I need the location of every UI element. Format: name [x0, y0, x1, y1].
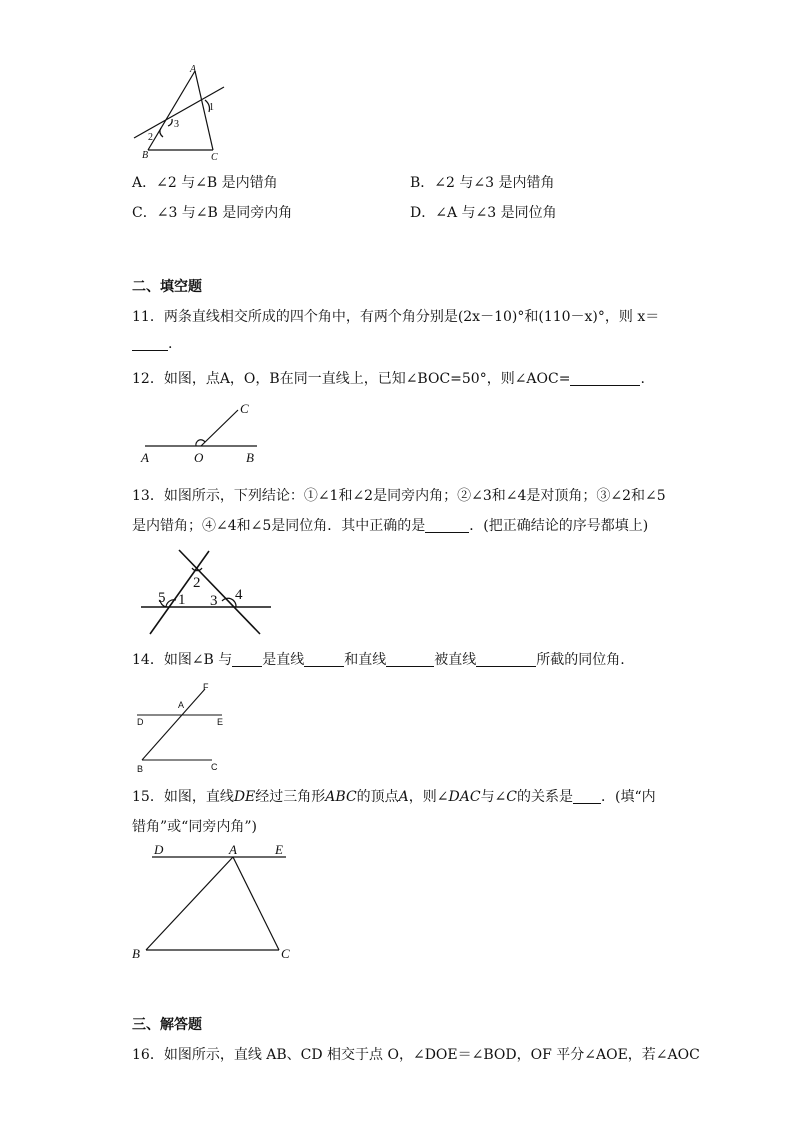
label-e: E	[275, 842, 283, 857]
q15-dac: DAC	[448, 789, 481, 805]
label-angle-1: 1	[209, 102, 214, 113]
q15-text-e: 与∠	[480, 789, 507, 805]
label-e: E	[217, 717, 224, 727]
q14-text-4: 被直线	[434, 652, 477, 668]
label-c: C	[240, 401, 249, 416]
q15-answer-blank[interactable]	[573, 789, 601, 804]
angle-arc-3	[168, 119, 172, 126]
q15-c: C	[506, 789, 518, 805]
q15-abc: ABC	[325, 789, 357, 805]
section-answer-heading: 三、解答题	[132, 1017, 202, 1033]
q13-text-b: ．(把正确结论的序号都填上)	[469, 518, 649, 534]
q14-blank-4[interactable]	[476, 652, 536, 667]
q12-line	[132, 368, 645, 388]
q12-answer-blank[interactable]	[570, 371, 640, 386]
q13-line2	[132, 515, 648, 535]
label-angle-2: 2	[148, 132, 153, 143]
q11-answer-line	[132, 336, 172, 352]
figure-q10	[128, 62, 238, 167]
label-a: A	[229, 842, 237, 857]
q10-option-b: B．∠2 与∠3 是内错角	[410, 175, 555, 191]
label-a: A	[178, 700, 185, 710]
q15-line1	[132, 786, 656, 806]
label-c: C	[281, 946, 290, 961]
figure-q14	[132, 678, 232, 778]
q12-tail: .	[640, 371, 645, 387]
q15-text-b: 经过三角形	[255, 789, 326, 805]
figure-q15	[130, 840, 300, 965]
q11-tail: .	[168, 336, 173, 352]
label-b: B	[142, 150, 149, 161]
q13-answer-blank[interactable]	[425, 518, 469, 533]
q14-blank-1[interactable]	[232, 652, 262, 667]
label-d: D	[154, 842, 164, 857]
ray-oc	[201, 410, 238, 446]
label-b: B	[246, 450, 254, 465]
line-bf	[142, 689, 205, 760]
label-c: C	[211, 762, 218, 772]
label-b: B	[137, 764, 144, 774]
q13-text-a: 是内错角；④∠4和∠5是同位角．其中正确的是	[132, 518, 426, 534]
q15-text-f: 的关系是	[517, 789, 574, 805]
label-f: F	[203, 682, 209, 692]
q10-option-c: C．∠3 与∠B 是同旁内角	[132, 205, 293, 221]
q15-text-a: 15．如图，直线	[132, 789, 234, 805]
q12-text: 12．如图，点A，O，B在同一直线上，已知∠BOC=50°，则∠AOC=	[132, 371, 571, 387]
q15-line2: 错角”或“同旁内角”)	[132, 819, 257, 835]
figure-q13	[138, 546, 274, 638]
side-ab	[146, 857, 233, 950]
q15-text-g: ．(填“内	[601, 789, 656, 805]
label-a: A	[141, 450, 149, 465]
label-angle-2: 2	[193, 575, 201, 591]
label-o: O	[194, 450, 204, 465]
q11-answer-blank[interactable]	[132, 336, 168, 351]
q15-de: DE	[233, 789, 256, 805]
q15-text-d: ，则∠	[408, 789, 449, 805]
label-d: D	[137, 717, 144, 727]
q11-text: 11．两条直线相交所成的四个角中，有两个角分别是(2x－10)°和(110－x)°，则 x＝	[132, 309, 660, 325]
side-ac	[233, 857, 279, 950]
q10-option-d: D．∠A 与∠3 是同位角	[410, 205, 557, 221]
q14-text-3: 和直线	[344, 652, 387, 668]
q15-a: A	[398, 789, 409, 805]
angle-arc-2	[160, 128, 163, 137]
label-angle-5: 5	[158, 590, 166, 606]
label-angle-3: 3	[174, 119, 179, 130]
label-b: B	[132, 946, 140, 961]
figure-q12	[135, 398, 265, 466]
section-fill-blank-heading: 二、填空题	[132, 279, 202, 295]
q14-text-2: 是直线	[262, 652, 305, 668]
label-angle-4: 4	[235, 587, 243, 603]
q10-option-a: A．∠2 与∠B 是内错角	[132, 175, 278, 191]
right-line	[179, 550, 260, 634]
q13-line1: 13．如图所示，下列结论：①∠1和∠2是同旁内角；②∠3和∠4是对顶角；③∠2和∠5	[132, 488, 666, 504]
label-angle-1: 1	[178, 592, 186, 608]
q14-blank-2[interactable]	[304, 652, 344, 667]
label-angle-3: 3	[210, 593, 218, 609]
q14-blank-3[interactable]	[386, 652, 434, 667]
q16-text: 16．如图所示，直线 AB、CD 相交于点 O，∠DOE＝∠BOD，OF 平分∠AOE，若∠AOC	[132, 1047, 700, 1063]
q14-text-5: 所截的同位角.	[536, 652, 625, 668]
q14-text-1: 14．如图∠B 与	[132, 652, 233, 668]
q14-line	[132, 649, 625, 669]
q15-text-c: 的顶点	[356, 789, 399, 805]
label-a: A	[190, 64, 197, 75]
side-ab	[148, 71, 195, 150]
label-c: C	[211, 152, 218, 163]
